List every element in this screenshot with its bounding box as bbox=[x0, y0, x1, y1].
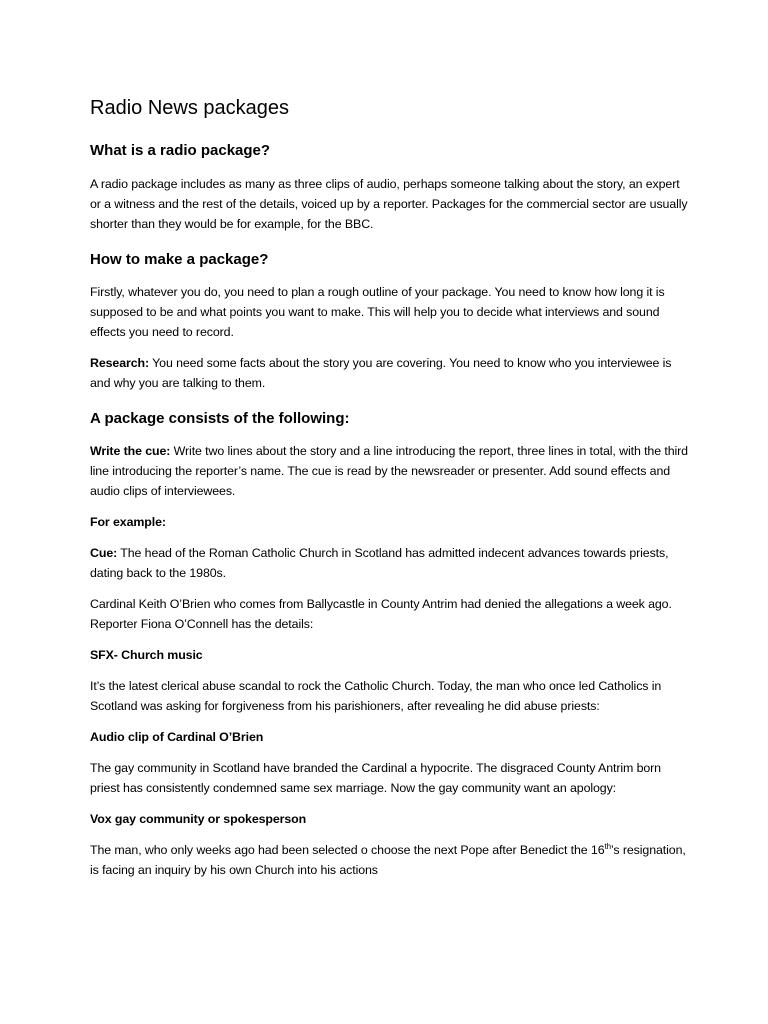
example-cue-label: Cue: bbox=[90, 546, 118, 560]
final-text-end: ’s resignation, is facing an inquiry by his own Church into his actions bbox=[90, 843, 686, 877]
sfx-label: SFX- Church music bbox=[90, 648, 203, 662]
vox-label: Vox gay community or spokesperson bbox=[90, 812, 307, 826]
document-title: Radio News packages bbox=[90, 97, 289, 119]
section-heading-package-consists: A package consists of the following: bbox=[90, 410, 350, 427]
paragraph-what-is-package: A radio package includes as many as three clips of audio, perhaps someone talking about the story, an expert or a witness and the rest of the details, voiced up by a reporter. Packages for the commercial sector are usually shorter than they would be for example, for the BBC. bbox=[90, 177, 688, 231]
write-cue-text: Write two lines about the story and a line introducing the report, three lines in total, with the third line introducing the reporter’s name. The cue is read by the newsreader or presenter. Add sound effects and audio clips of interviewees. bbox=[90, 444, 688, 498]
for-example-label: For example: bbox=[90, 515, 166, 529]
audio-clip-label: Audio clip of Cardinal O’Brien bbox=[90, 730, 264, 744]
section-heading-what-is-package: What is a radio package? bbox=[90, 142, 271, 159]
final-superscript: th bbox=[604, 841, 611, 851]
paragraph-how-to-make: Firstly, whatever you do, you need to plan a rough outline of your package. You need to know how long it is supposed to be and what points you want to make. This will help you to decide what interviews and sound effects you need to record. bbox=[90, 285, 665, 339]
paragraph-final bbox=[90, 840, 690, 880]
document-page bbox=[90, 95, 690, 891]
paragraph-scandal: It’s the latest clerical abuse scandal to rock the Catholic Church. Today, the man who once led Catholics in Scotland was asking for forgiveness from his parishioners, after revealing he did abuse priests: bbox=[90, 679, 662, 713]
paragraph-write-cue bbox=[90, 441, 690, 501]
section-heading-how-to-make: How to make a package? bbox=[90, 251, 269, 268]
research-text: You need some facts about the story you are covering. You need to know who you interviewee is and why you are talking to them. bbox=[90, 356, 672, 390]
paragraph-research bbox=[90, 353, 690, 393]
research-label: Research: bbox=[90, 356, 150, 370]
paragraph-example-cue bbox=[90, 543, 690, 583]
paragraph-cardinal: Cardinal Keith O’Brien who comes from Ballycastle in County Antrim had denied the allegations a week ago. Reporter Fiona O’Connell has the details: bbox=[90, 597, 672, 631]
write-cue-label: Write the cue: bbox=[90, 444, 171, 458]
example-cue-text: The head of the Roman Catholic Church in Scotland has admitted indecent advances towards priests, dating back to the 1980s. bbox=[90, 546, 669, 580]
final-text-start: The man, who only weeks ago had been selected o choose the next Pope after Benedict the 16 bbox=[90, 843, 605, 857]
paragraph-gay-community: The gay community in Scotland have branded the Cardinal a hypocrite. The disgraced County Antrim born priest has consistently condemned same sex marriage. Now the gay community want an apology: bbox=[90, 761, 661, 795]
